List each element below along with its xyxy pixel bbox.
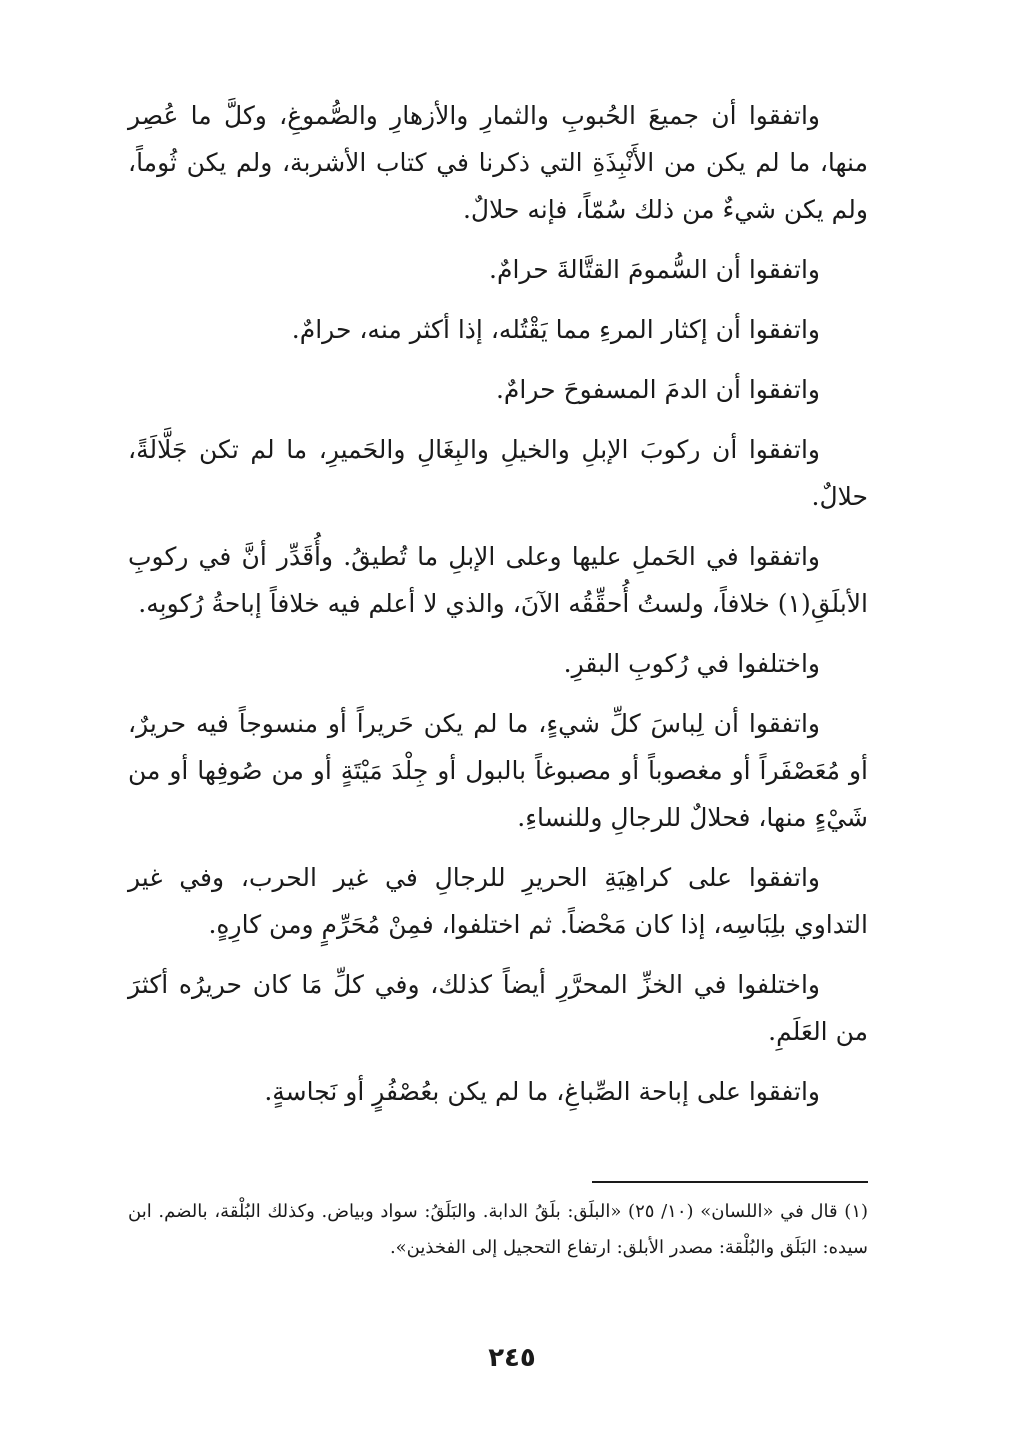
paragraph: واختلفوا في رُكوبِ البقرِ.: [563, 649, 820, 678]
paragraph: واتفقوا أن إكثار المرءِ مما يَقْتُله، إذا أكثر منه، حرامٌ.: [291, 315, 820, 344]
paragraph: واتفقوا أن الدمَ المسفوحَ حرامٌ.: [495, 375, 820, 404]
paragraph: واتفقوا في الحَملِ عليها وعلى الإبلِ ما تُطيقُ. وأُقَدِّر أنَّ في ركوبِ الأبلَقِ(١) خلافاً، ولستُ أُحقِّقُه الآنَ، والذي لا أعلم فيه خلافاً إباحةُ رُكوبِه.: [128, 542, 868, 618]
paragraph: واتفقوا أن السُّمومَ القتَّالةَ حرامٌ.: [489, 255, 820, 284]
footnote: (١) قال في «اللسان» (١٠/ ٢٥) «البلَق: بلَقُ الدابة. والبَلَقُ: سواد وبياض. وكذلك البُلْقة، بالضم. ابن سيده: البَلَق والبُلْقة: مصدر الأبلق: ارتفاع التحجيل إلى الفخذين».: [128, 1201, 869, 1258]
main-text: [128, 92, 868, 1128]
paragraph: واتفقوا أن لِباسَ كلِّ شيءٍ، ما لم يكن حَريراً أو منسوجاً فيه حريرٌ، أو مُعَصْفَراً أو مغصوباً أو مصبوغاً بالبول أو جِلْدَ مَيْتَةٍ أو من صُوفِها أو من شَيْءٍ منها، فحلالٌ للرجالِ وللنساءِ.: [128, 709, 868, 832]
footnote-separator: [592, 1181, 868, 1183]
paragraph: واتفقوا على كراهِيَةِ الحريرِ للرجالِ في غير الحرب، وفي غير التداوي بلِبَاسِه، إذا كان مَحْضاً. ثم اختلفوا، فمِنْ مُحَرِّمٍ ومن كارِهٍ.: [128, 863, 868, 939]
page-number: ٢٤٥: [488, 1343, 536, 1373]
paragraph: واتفقوا أن جميعَ الحُبوبِ والثمارِ والأزهارِ والصُّموغِ، وكلَّ ما عُصِر منها، ما لم يكن من الأَنْبِذَةِ التي ذكرنا في كتاب الأشربة، ولم يكن ثُوماً، ولم يكن شيءٌ من ذلك سُمّاً، فإنه حلالٌ.: [128, 101, 868, 224]
paragraph: واتفقوا على إباحة الصِّباغِ، ما لم يكن بعُصْفُرٍ أو نَجاسةٍ.: [264, 1077, 820, 1106]
paragraph: واختلفوا في الخزِّ المحرَّرِ أيضاً كذلك، وفي كلِّ مَا كان حريرُه أكثرَ من العَلَمِ.: [128, 970, 868, 1046]
paragraph: واتفقوا أن ركوبَ الإبلِ والخيلِ والبِغَالِ والحَميرِ، ما لم تكن جَلَّالَةً، حلالٌ.: [128, 435, 868, 511]
